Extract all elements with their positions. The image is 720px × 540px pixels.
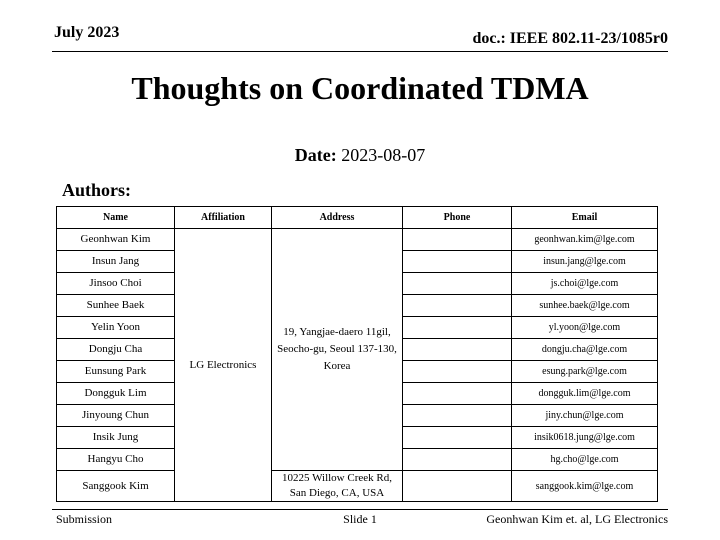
author-phone xyxy=(403,229,512,251)
author-email: hg.cho@lge.com xyxy=(512,449,658,471)
author-name: Geonhwan Kim xyxy=(57,229,175,251)
header-date: July 2023 xyxy=(54,24,120,41)
author-name: Hangyu Cho xyxy=(57,449,175,471)
author-name: Insik Jung xyxy=(57,427,175,449)
authors-table xyxy=(56,206,658,502)
author-phone xyxy=(403,471,512,502)
author-name: Sanggook Kim xyxy=(57,471,175,502)
column-header-affiliation: Affiliation xyxy=(175,207,272,229)
author-phone xyxy=(403,427,512,449)
author-phone xyxy=(403,295,512,317)
authors-heading: Authors: xyxy=(62,180,132,200)
footer-slide-number: Slide 1 xyxy=(343,512,377,526)
author-name: Sunhee Baek xyxy=(57,295,175,317)
footer-submission: Submission xyxy=(56,512,113,526)
author-name: Jinyoung Chun xyxy=(57,405,175,427)
column-header-email: Email xyxy=(512,207,658,229)
header-rule xyxy=(52,51,668,52)
author-phone xyxy=(403,339,512,361)
column-header-phone: Phone xyxy=(403,207,512,229)
author-email: sunhee.baek@lge.com xyxy=(512,295,658,317)
column-header-name: Name xyxy=(57,207,175,229)
table-row xyxy=(57,471,658,502)
author-phone xyxy=(403,449,512,471)
author-phone xyxy=(403,383,512,405)
author-phone xyxy=(403,251,512,273)
footer-rule xyxy=(52,509,668,510)
date-label: Date: xyxy=(294,145,337,165)
author-phone xyxy=(403,317,512,339)
author-name: Dongguk Lim xyxy=(57,383,175,405)
header-doc-id: doc.: IEEE 802.11-23/1085r0 xyxy=(472,30,668,47)
author-email: esung.park@lge.com xyxy=(512,361,658,383)
date-value: 2023-08-07 xyxy=(341,145,426,165)
author-email: js.choi@lge.com xyxy=(512,273,658,295)
author-name: Insun Jang xyxy=(57,251,175,273)
author-name: Jinsoo Choi xyxy=(57,273,175,295)
date-line xyxy=(0,145,720,166)
author-email: insun.jang@lge.com xyxy=(512,251,658,273)
table-row xyxy=(57,229,658,251)
author-email: jiny.chun@lge.com xyxy=(512,405,658,427)
author-phone xyxy=(403,405,512,427)
author-address-us: 10225 Willow Creek Rd, San Diego, CA, USA xyxy=(272,471,403,502)
column-header-address: Address xyxy=(272,207,403,229)
footer-author: Geonhwan Kim et. al, LG Electronics xyxy=(486,512,668,526)
author-email: sanggook.kim@lge.com xyxy=(512,471,658,502)
author-email: dongju.cha@lge.com xyxy=(512,339,658,361)
author-name: Eunsung Park xyxy=(57,361,175,383)
author-email: yl.yoon@lge.com xyxy=(512,317,658,339)
table-header-row xyxy=(57,207,658,229)
author-email: dongguk.lim@lge.com xyxy=(512,383,658,405)
author-phone xyxy=(403,361,512,383)
slide-title: Thoughts on Coordinated TDMA xyxy=(131,70,589,106)
author-name: Dongju Cha xyxy=(57,339,175,361)
author-address-korea: 19, Yangjae-daero 11gil, Seocho-gu, Seoul 137-130, Korea xyxy=(272,229,403,471)
author-name: Yelin Yoon xyxy=(57,317,175,339)
author-phone xyxy=(403,273,512,295)
author-email: insik0618.jung@lge.com xyxy=(512,427,658,449)
author-email: geonhwan.kim@lge.com xyxy=(512,229,658,251)
author-affiliation: LG Electronics xyxy=(175,229,272,502)
